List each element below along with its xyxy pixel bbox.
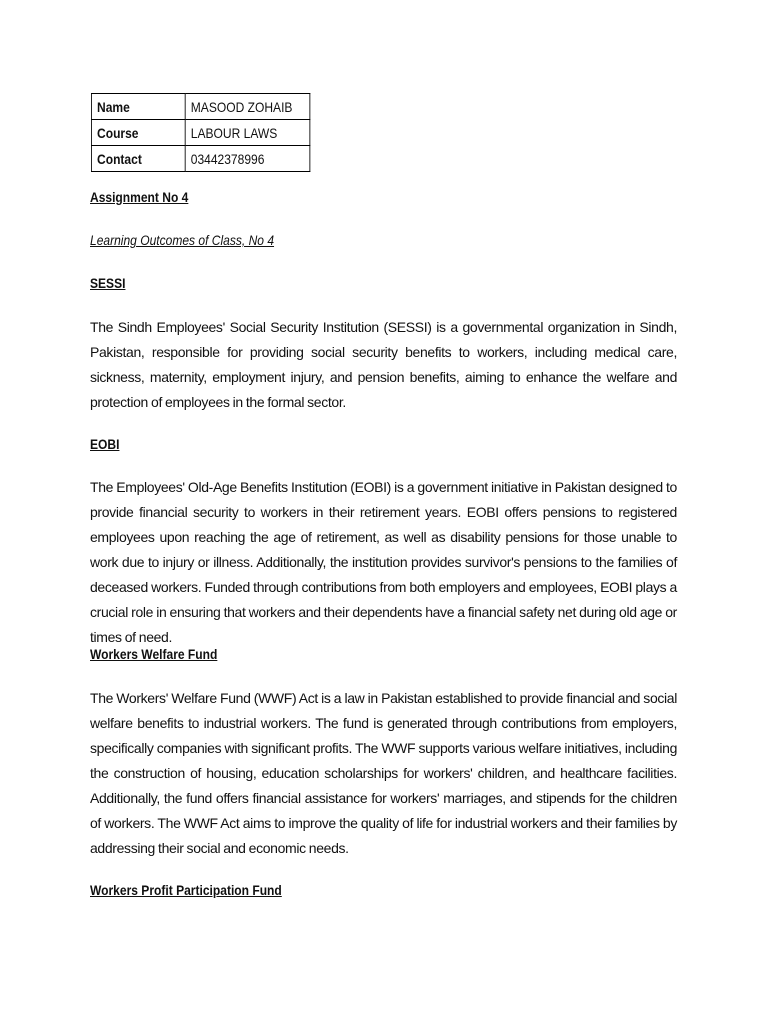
wwf-paragraph: The Workers' Welfare Fund (WWF) Act is a law in Pakistan established to provide financial and social welfare benefits to industrial workers. The fund is generated through contributions from employers, specifically companies with significant profits. The WWF supports various welfare initiatives, including the construction of housing, education scholarships for workers' children, and healthcare facilities. Additionally, the fund offers financial assistance for workers' marriages, and stipends for the children of workers. The WWF Act aims to improve the quality of life for industrial workers and their families by addressing their social and economic needs. bbox=[90, 690, 677, 856]
sessi-paragraph: The Sindh Employees' Social Security Institution (SESSI) is a governmental organization in Sindh, Pakistan, responsible for providing social security benefits to workers, including medical care, sickness, maternity, employment injury, and pension benefits, aiming to enhance the welfare and protection of employees in the formal sector. bbox=[90, 319, 677, 410]
sessi-heading: SESSI bbox=[90, 275, 126, 291]
eobi-heading: EOBI bbox=[90, 436, 120, 452]
student-info-table bbox=[91, 93, 310, 172]
wppf-heading: Workers Profit Participation Fund bbox=[90, 882, 282, 898]
name-label: Name bbox=[91, 94, 185, 120]
contact-label: Contact bbox=[91, 146, 185, 172]
assignment-title: Assignment No 4 bbox=[90, 189, 189, 205]
eobi-paragraph: The Employees' Old-Age Benefits Institution (EOBI) is a government initiative in Pakistan designed to provide financial security to workers in their retirement years. EOBI offers pensions to registered employees upon reaching the age of retirement, as well as disability pensions for those unable to work due to injury or illness. Additionally, the institution provides survivor's pensions to the families of deceased workers. Funded through contributions from both employers and employees, EOBI plays a crucial role in ensuring that workers and their dependents have a financial safety net during old age or times of need. bbox=[90, 479, 677, 645]
table-row bbox=[91, 146, 309, 172]
table-row bbox=[91, 94, 309, 120]
wwf-heading: Workers Welfare Fund bbox=[90, 646, 218, 662]
name-value: MASOOD ZOHAIB bbox=[185, 94, 310, 120]
course-value: LABOUR LAWS bbox=[185, 120, 310, 146]
contact-value: 03442378996 bbox=[185, 146, 310, 172]
course-label: Course bbox=[91, 120, 185, 146]
table-row bbox=[91, 120, 309, 146]
learning-outcomes-subtitle: Learning Outcomes of Class, No 4 bbox=[90, 232, 275, 248]
